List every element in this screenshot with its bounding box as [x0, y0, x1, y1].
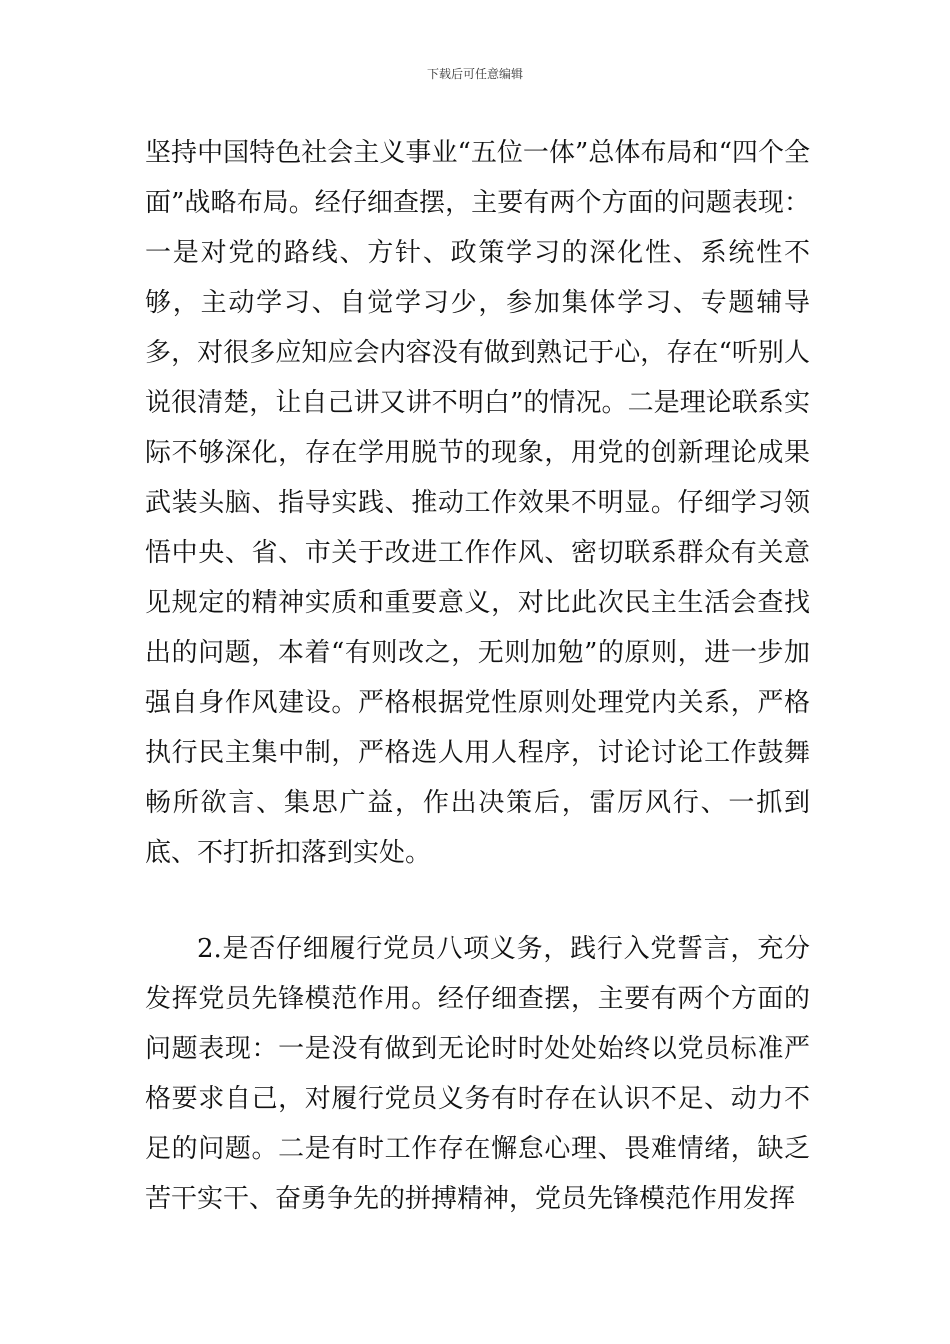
body-paragraph-1: 坚持中国特色社会主义事业“五位一体”总体布局和“四个全面”战略布局。经仔细查摆，主要有两个方面的问题表现：一是对党的路线、方针、政策学习的深化性、系统性不够，主动学习、自觉学习少，参加集体学习、专题辅导多，对很多应知应会内容没有做到熟记于心，存在“听别人说很清楚，让自己讲又讲不明白”的情况。二是理论联系实际不够深化，存在学用脱节的现象，用党的创新理论成果武装头脑、指导实践、推动工作效果不明显。仔细学习领悟中央、省、市关于改进工作作风、密切联系群众有关意见规定的精神实质和重要意义，对比此次民主生活会查找出的问题，本着“有则改之，无则加勉”的原则，进一步加强自身作风建设。严格根据党性原则处理党内关系，严格执行民主集中制，严格选人用人程序，讨论讨论工作鼓舞畅所欲言、集思广益，作出决策后，雷厉风行、一抓到底、不打折扣落到实处。 [145, 138, 810, 868]
body-paragraph-2: 2.是否仔细履行党员八项义务，践行入党誓言，充分发挥党员先锋模范作用。经仔细查摆，主要有两个方面的问题表现：一是没有做到无论时时处处始终以党员标准严格要求自己，对履行党员义务有时存在认识不足、动力不足的问题。二是有时工作存在懈怠心理、畏难情绪，缺乏苦干实干、奋勇争先的拼搏精神，党员先锋模范作用发挥 [145, 934, 810, 1214]
page-header-note: 下载后可任意编辑 [426, 67, 523, 81]
